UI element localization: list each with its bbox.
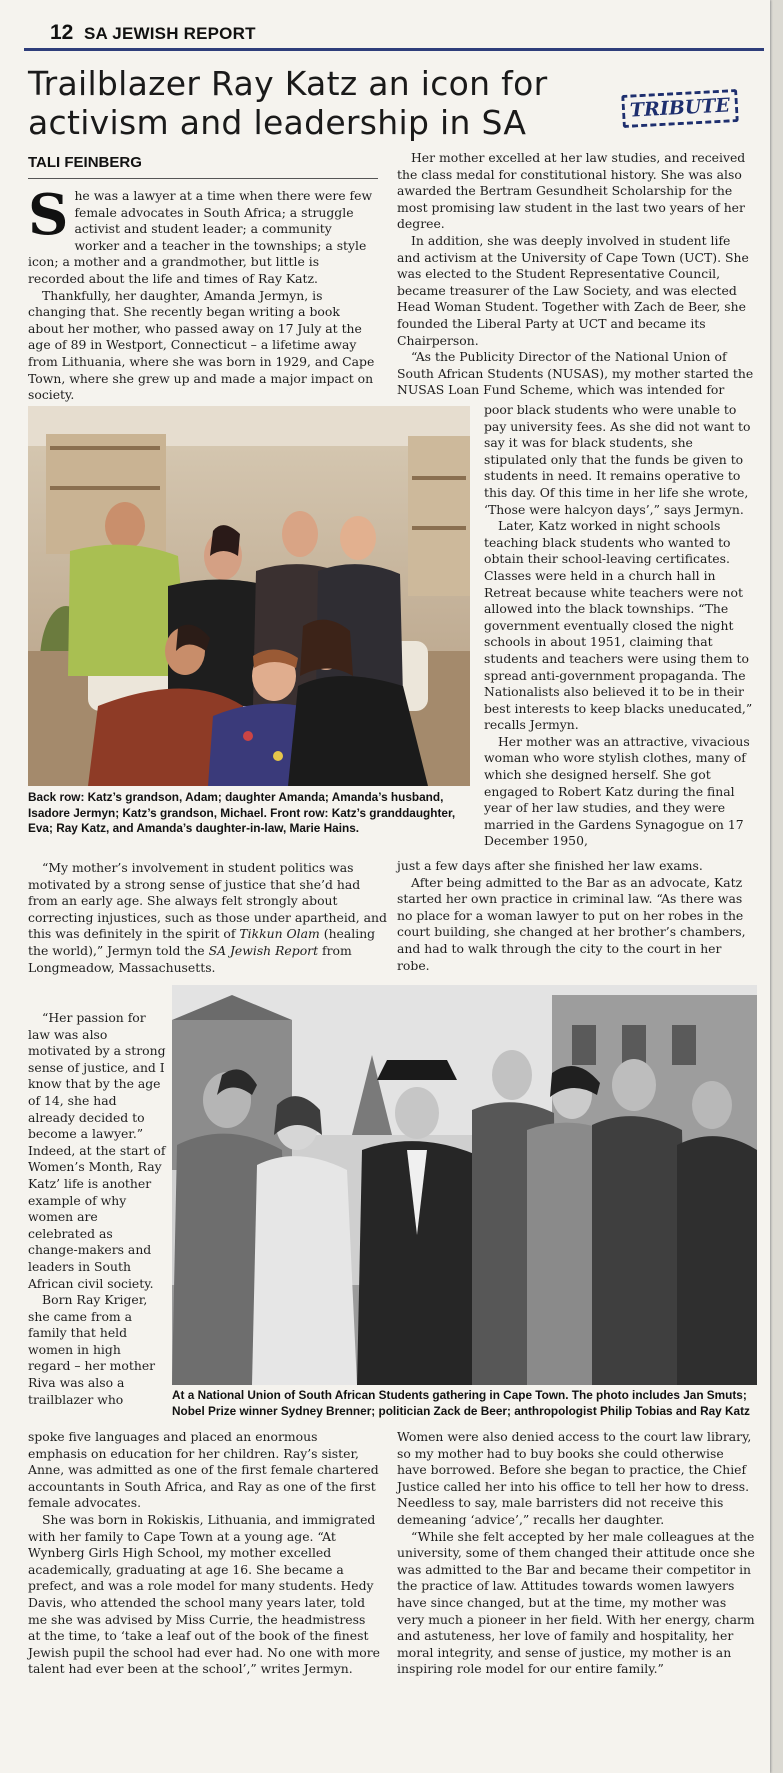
byline-rule — [28, 178, 378, 179]
paragraph: Born Ray Kriger, she came from a family that held women in high regard – her mother Riva was also a trailblazer who — [28, 1292, 156, 1407]
paragraph: poor black students who were unable to pay university fees. As she did not want to say it was for black students, she stipulated only that the funds be given to students in need. It remains operative to this day. Of this time in her life she wrote, ‘Those were halcyon days’,” says Jermyn. — [484, 402, 751, 517]
paragraph: Her mother was an attractive, vivacious woman who wore stylish clothes, many of which she designed herself. She got engaged to Robert Katz during the final year of her law studies, and they were married in the Gardens Synagogue on 17 December 1950, — [484, 733, 750, 849]
paragraph: “My mother’s involvement in student politics was motivated by a strong sense of justice that she’d had from an early age. She always felt strongly about correcting injustices, such as those under apartheid, and this was definitely in the spirit of Tikkun Olam (healing the world),” Jermyn told the SA Jewish Report from Longmeadow, Massachusetts. — [28, 860, 387, 975]
nusas-photo — [172, 985, 757, 1385]
col1-intro — [28, 182, 378, 404]
header-rule — [24, 48, 764, 51]
article-headline: Trailblazer Ray Katz an icon for activism and leadership in SA — [28, 64, 548, 142]
nusas-photo-caption: At a National Union of South African Students gathering in Cape Town. The photo includes Jan Smuts; Nobel Prize winner Sydney Brenner; politician Zack de Beer; anthropologist Philip Tobias and Ray Katz — [172, 1388, 750, 1418]
author-byline: TALI FEINBERG — [28, 154, 142, 171]
intro-paragraph: She was a lawyer at a time when there were few female advocates in South Africa; a struggle activist and student leader; a community worker and a teacher in the townships; a style icon; a mother and a grandmother, but little is recorded about the life and times of Ray Katz. — [28, 182, 373, 286]
paragraph: Women were also denied access to the court law library, so my mother had to buy books she could otherwise have borrowed. Before she began to practice, the Chief Justice called her into his office to tell her how to dress. Needless to say, male barristers did not receive this demeaning ‘advice’,” recalls her daughter. — [397, 1429, 752, 1527]
paragraph: She was born in Rokiskis, Lithuania, and immigrated with her family to Cape Town at a young age. “At Wynberg Girls High School, my mother excelled academically, graduating at age 16. She became a prefect, and was a role model for many students. Hedy Davis, who attended the school many years later, told me she was advised by Miss Currie, the headmistress at the time, to ‘take a leaf out of the book of the finest Jewish pupil the school had ever had. No one with more talent had ever been at the school’,” writes Jermyn. — [28, 1511, 381, 1677]
tribute-stamp: TRIBUTE — [621, 89, 739, 128]
col1-bottom — [28, 1429, 380, 1678]
paragraph: “While she felt accepted by her male colleagues at the university, some of them changed their attitude once she was admitted to the Bar and became their competitor in the practice of law. Attitudes towards women lawyers have since changed, but at the time, my mother was very much a pioneer in her field. With her energy, charm and astuteness, her love of family and hospitality, her moral integrity, and sense of justice, my mother is an inspiring role model for our entire family.” — [397, 1528, 755, 1677]
paragraph: Thankfully, her daughter, Amanda Jermyn, is changing that. She recently began writing a book about her mother, who passed away on 17 July at the age of 89 in Westport, Connecticut – a lifetime away from Lithuania, where she was born in 1929, and Cape Town, where she grew up and made a major impact on society. — [28, 287, 375, 403]
nusas-photo-image — [172, 985, 757, 1385]
family-photo — [28, 406, 470, 786]
col1-narrow — [28, 1010, 166, 1408]
col1-middle — [28, 860, 388, 976]
page-header — [24, 18, 764, 48]
publication-name: SA JEWISH REPORT — [84, 24, 256, 43]
paragraph: “Her passion for law was also motivated by a strong sense of justice, and I know that by the age of 14, she had already decided to become a lawyer.” Indeed, at the start of Women’s Month, Ray Katz’ life is another example of why women are celebrated as change-makers and leaders in South African civil society. — [28, 1010, 166, 1291]
paragraph: Later, Katz worked in night schools teaching black students who wanted to obtain their school-leaving certificates. Classes were held in a church hall in Retreat because white teachers were not allowed into the black townships. “The government eventually closed the night schools in about 1951, claiming that students and teachers were using them to spread anti-government propaganda. The Nationalists also believed it to be in their best interests to keep blacks uneducated,” recalls Jermyn. — [484, 518, 753, 733]
col2-top — [397, 150, 757, 399]
page-number: 12 — [50, 21, 74, 44]
paragraph: “As the Publicity Director of the National Union of South African Students (NUSAS), my mother started the NUSAS Loan Fund Scheme, which was intended for — [397, 349, 754, 398]
family-photo-caption: Back row: Katz’s grandson, Adam; daughter Amanda; Amanda’s husband, Isadore Jermyn; Katz’s grandson, Michael. Front row: Katz’s granddaughter, Eva; Ray Katz, and Amanda’s daughter-in-law, Marie Hains. — [28, 790, 456, 835]
family-photo-image — [28, 406, 470, 786]
drop-cap: S — [28, 182, 69, 248]
col2-middle — [397, 858, 757, 974]
col2-bottom — [397, 1429, 757, 1678]
paragraph: After being admitted to the Bar as an advocate, Katz started her own practice in criminal law. “As there was no place for a woman lawyer to put on her robes in the court building, she changed at her brother’s chambers, and had to walk through the city to the court in her robe. — [397, 874, 746, 973]
paragraph: In addition, she was deeply involved in student life and activism at the University of Cape Town (UCT). She was elected to the Student Representative Council, became treasurer of the Law Society, and was elected Head Woman Student. Together with Zach de Beer, she founded the Liberal Party at UCT and became its Chairperson. — [397, 232, 749, 348]
col2-narrow — [484, 402, 757, 850]
paragraph: Her mother excelled at her law studies, and received the class medal for constitutional history. She was also awarded the Bertram Gesundheit Scholarship for the most promising law student in the last two years of her degree. — [397, 150, 746, 232]
paragraph: spoke five languages and placed an enormous emphasis on education for her children. Ray’s sister, Anne, was admitted as one of the first female chartered accountants in South Africa, and Ray as one of the first female advocates. — [28, 1429, 379, 1511]
paragraph: just a few days after she finished her law exams. — [397, 858, 703, 873]
